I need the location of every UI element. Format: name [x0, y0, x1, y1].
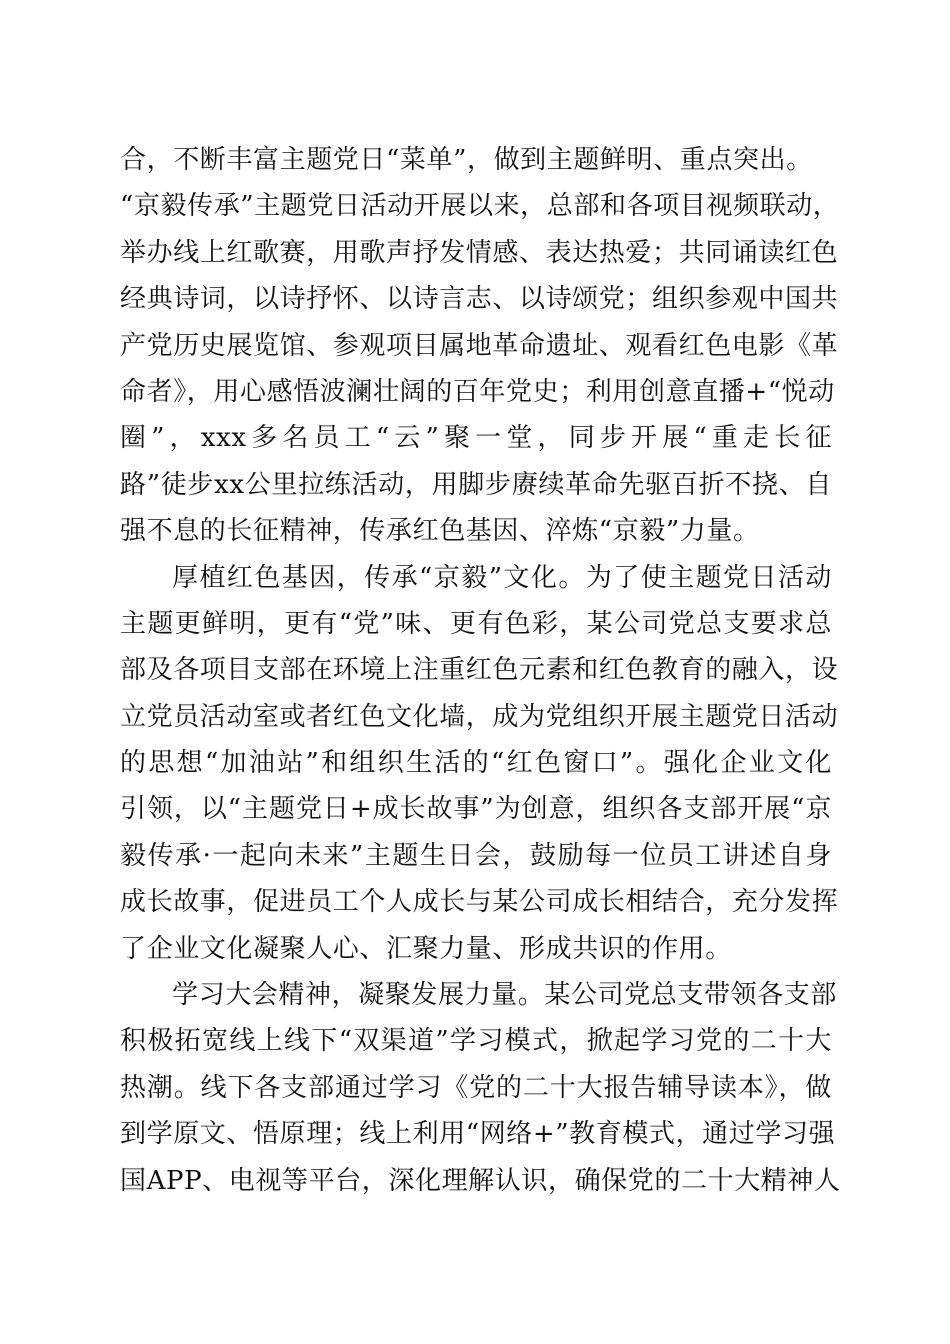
text-line: 热潮。线下各支部通过学习《党的二十大报告辅导读本》，做 [120, 1072, 832, 1103]
text-line: “京毅传承”主题党日活动开展以来，总部和各项目视频联动， [120, 191, 840, 222]
text-line: 成长故事，促进员工个人成长与某公司成长相结合，充分发挥 [120, 887, 839, 918]
text-line: 引领，以“主题党日+成长故事”为创意，组织各支部开展“京 [120, 794, 832, 825]
text-line: 圈”，xxx多名员工“云”聚一堂，同步开展“重走长征 [120, 423, 832, 454]
text-line: 积极拓宽线上线下“双渠道”学习模式，掀起学习党的二十大 [120, 1026, 832, 1057]
text-line: 到学原文、悟原理；线上利用“网络+”教育模式，通过学习强 [120, 1119, 836, 1150]
text-line: 部及各项目支部在环境上注重红色元素和红色教育的融入，设 [120, 655, 839, 686]
text-line: 命者》，用心感悟波澜壮阔的百年党史；利用创意直播+“悦动 [120, 376, 835, 407]
text-line: 了企业文化凝聚人心、汇聚力量、形成共识的作用。 [120, 933, 732, 964]
body-text [120, 137, 841, 1204]
text-line: 立党员活动室或者红色文化墙，成为党组织开展主题党日活动 [120, 701, 839, 732]
text-line: 毅传承·一起向未来”主题生日会，鼓励每一位员工讲述自身 [120, 840, 832, 871]
text-line: 举办线上红歌赛，用歌声抒发情感、表达热爱；共同诵读红色 [120, 237, 839, 268]
text-line: 经典诗词，以诗抒怀、以诗言志、以诗颂党；组织参观中国共 [120, 284, 839, 315]
text-line: 路”徒步xx公里拉练活动，用脚步赓续革命先驱百折不挠、自 [120, 469, 832, 500]
text-line: 国APP、电视等平台，深化理解认识，确保党的二十大精神人 [120, 1165, 841, 1196]
text-line: 的思想“加油站”和组织生活的“红色窗口”。强化企业文化 [120, 748, 832, 779]
text-line: 合，不断丰富主题党日“菜单”，做到主题鲜明、重点突出。 [120, 145, 813, 175]
text-line: 主题更鲜明，更有“党”味、更有色彩，某公司党总支要求总 [120, 608, 832, 639]
paragraph-heading-line: 学习大会精神，凝聚发展力量。某公司党总支带领各支部 [172, 980, 838, 1011]
paragraph-heading-line: 厚植红色基因，传承“京毅”文化。为了使主题党日活动 [172, 562, 832, 593]
text-line: 产党历史展览馆、参观项目属地革命遗址、观看红色电影《革 [120, 330, 839, 361]
text-line: 强不息的长征精神，传承红色基因、淬炼“京毅”力量。 [120, 516, 760, 547]
